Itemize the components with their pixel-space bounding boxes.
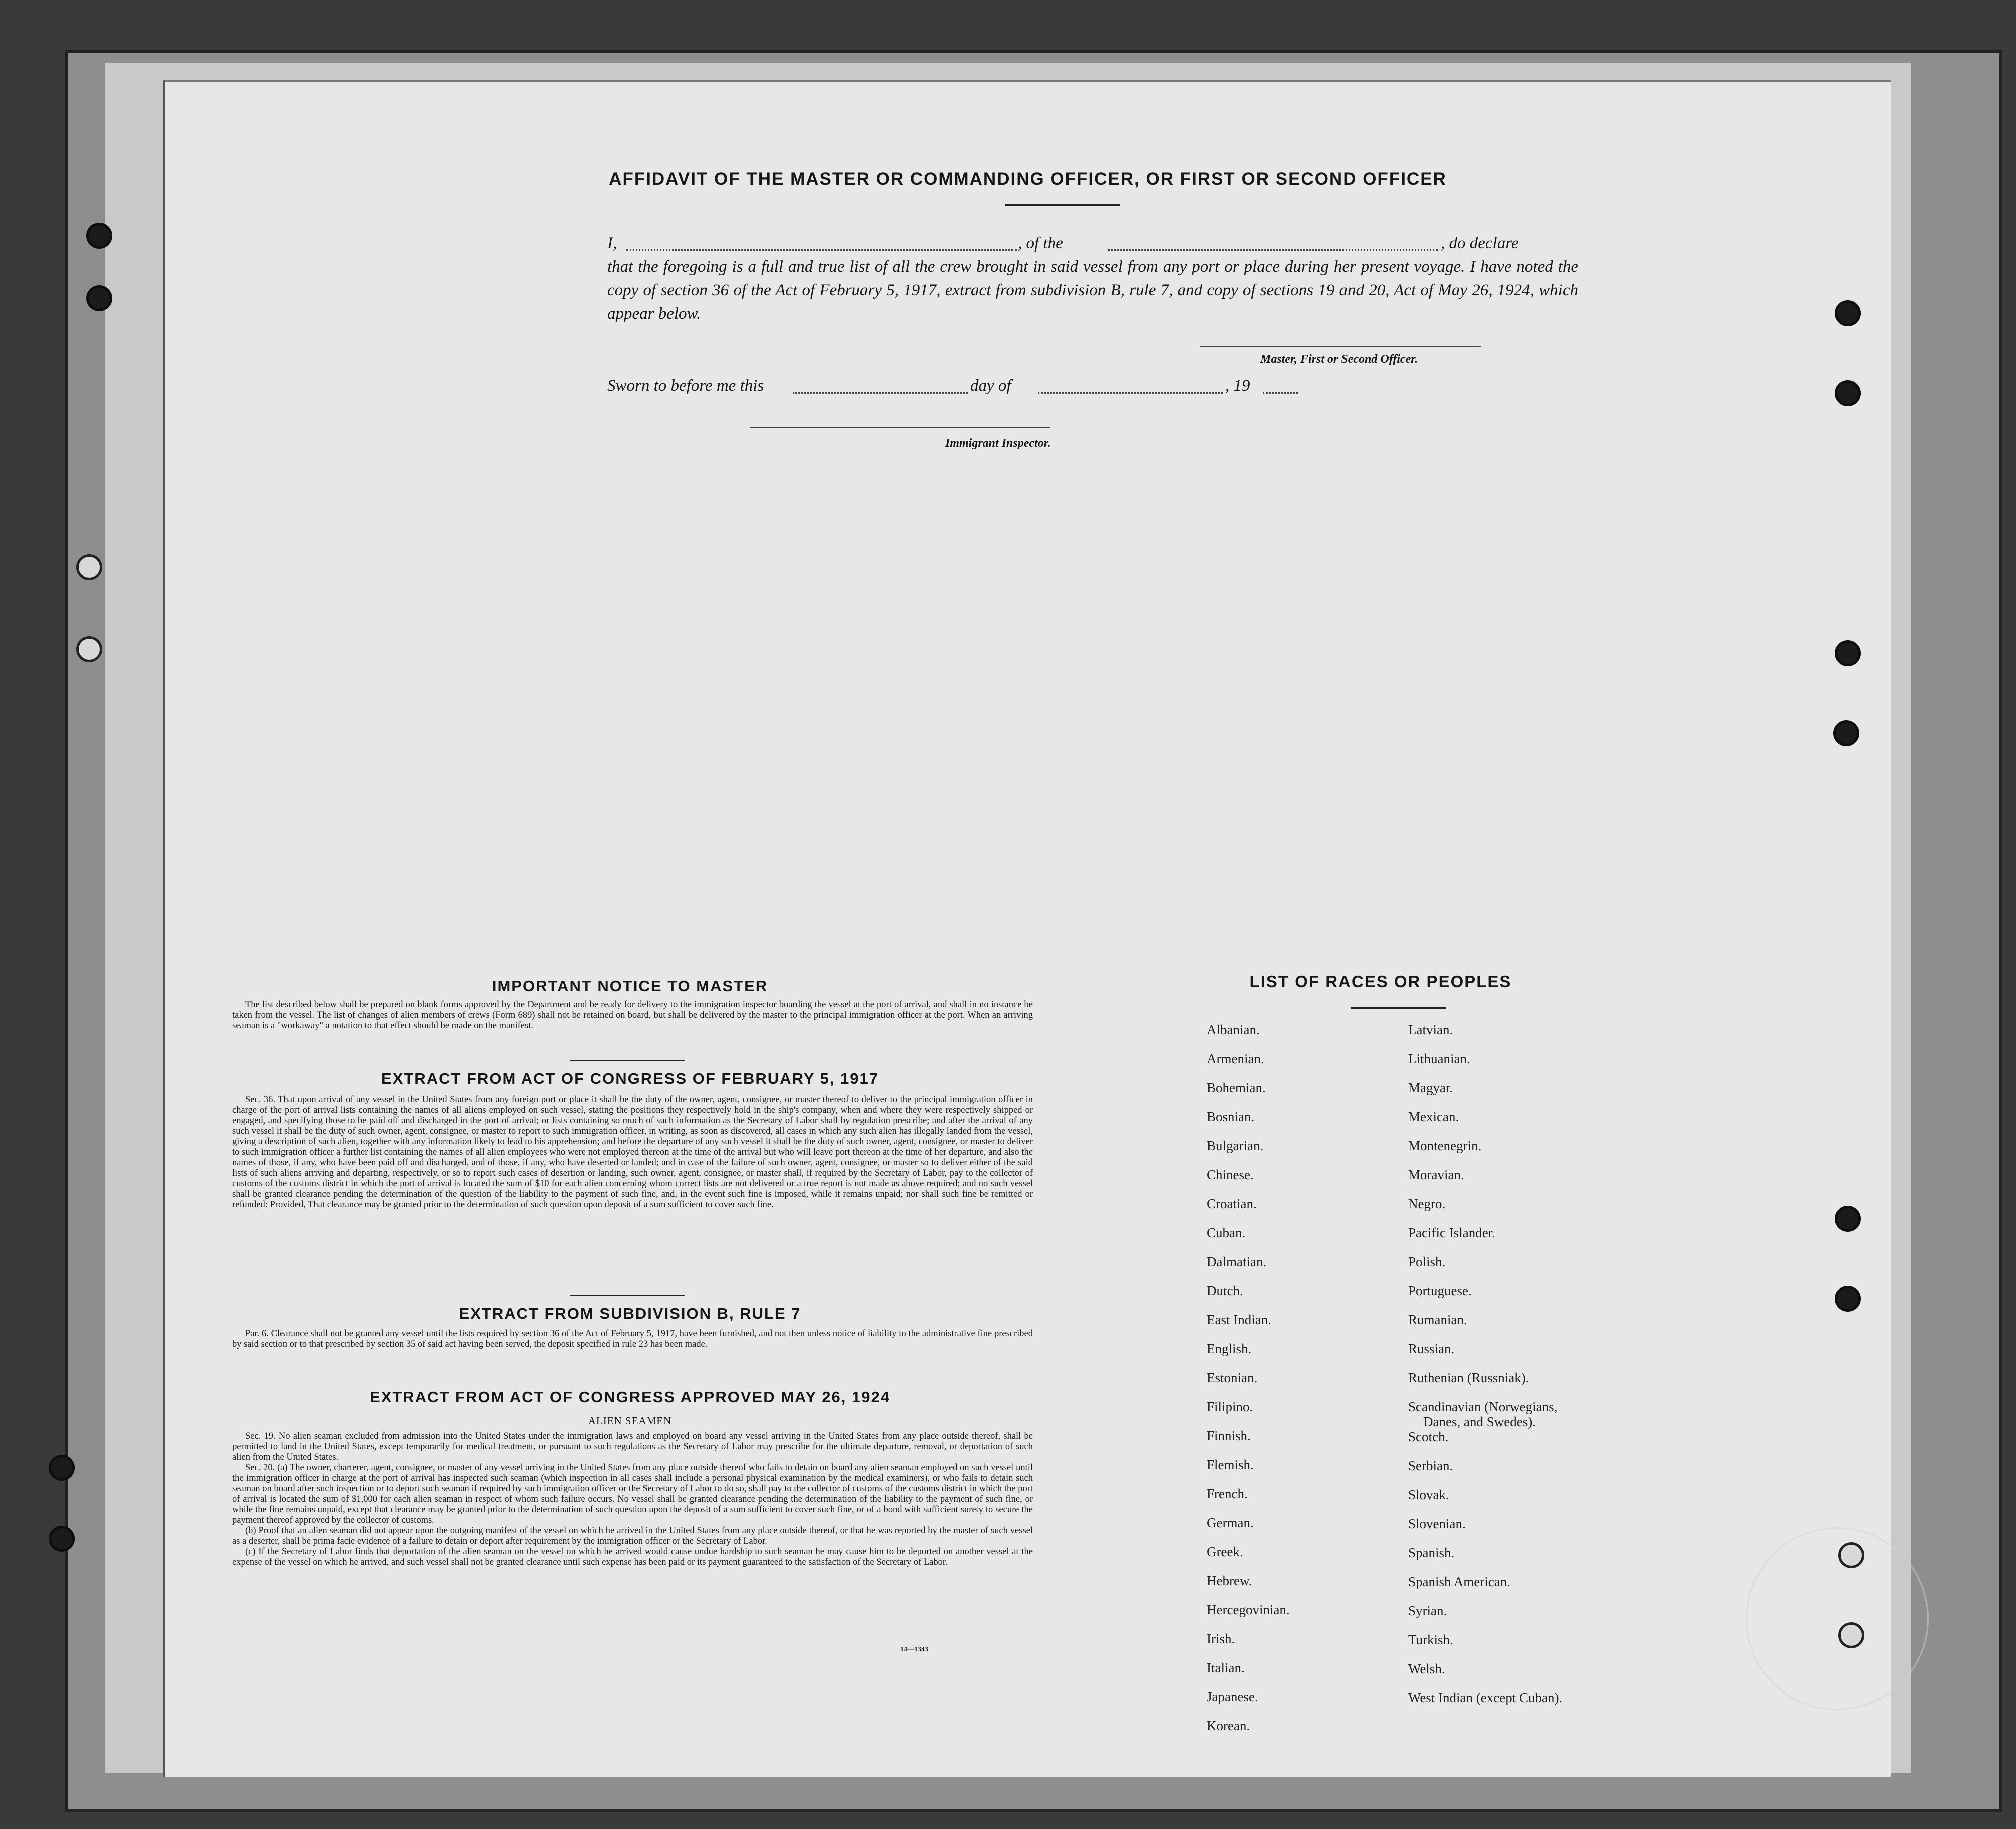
race-item: Irish. bbox=[1207, 1631, 1235, 1646]
extract-rule7-text bbox=[232, 1329, 1033, 1350]
affidavit-of-the: , of the bbox=[1018, 234, 1063, 252]
race-item: Finnish. bbox=[1207, 1428, 1251, 1443]
race-item: Italian. bbox=[1207, 1660, 1245, 1675]
section-36-paragraph: Sec. 36. That upon arrival of any vessel in the United States from any foreign port or place it shall be the duty of the owner, agent, consignee, or master thereof to deliver to the principal immigration officer in charge of the port of arrival lists containing the names of all aliens employed on such vessel, stating the positions they respectively hold in the ship's company, when and where they were respectively shipped or engaged, and specifying those to be paid off and discharged in the port of arrival; or lists containing so much of such information as the Secretary of Labor shall by regulation prescribe; and after the arrival of any such vessel it shall be the duty of such owner, agent, consignee, or master to report to such immigration officer, in writing, as soon as discovered, all cases in which any such alien has illegally landed from the vessel, giving a description of such alien, together with any information likely to lead to his apprehension; and before the departure of any such vessel it shall be the duty of such owner, agent, consignee, or master to deliver to such immigration officer a further list containing the names of all alien employees who were not employed thereon at the time of the arrival but who will leave port thereon at the time of her departure, and also the names of those, if any, who have been paid off and discharged, and of those, if any, who have deserted or landed; and in case of the failure of such owner, agent, consignee, or master so to deliver either of the said lists of such aliens arriving and departing, respectively, or so to report such cases of desertion or landing, such owner, agent, consignee, or master shall, if required by the Secretary of Labor, pay to the collector of customs of the customs district in which the port of arrival is located the sum of $10 for each alien concerning whom correct lists are not delivered or a true report is not made as above required; and no such vessel shall be granted clearance pending the determination of the question of the liability to the payment of such fine, and, in the event such fine is imposed, while it remains unpaid; nor shall such fine be remitted or refunded: Provided, That clearance may be granted prior to the determination of such question upon deposit of a sum sufficient to cover such fine. bbox=[232, 1095, 1033, 1210]
race-item: Magyar. bbox=[1408, 1080, 1453, 1095]
race-item: Bosnian. bbox=[1207, 1109, 1255, 1124]
binder-hole bbox=[86, 223, 112, 249]
race-item: Scandinavian (Norwegians, bbox=[1408, 1399, 1558, 1414]
extract-rule7-title: EXTRACT FROM SUBDIVISION B, RULE 7 bbox=[459, 1305, 801, 1322]
race-item: Slovak. bbox=[1408, 1487, 1449, 1502]
race-item: Latvian. bbox=[1408, 1022, 1453, 1037]
sworn-label: Sworn to before me this bbox=[607, 377, 764, 395]
race-item: Lithuanian. bbox=[1408, 1051, 1470, 1066]
section-20a-paragraph: Sec. 20. (a) The owner, charterer, agent, consignee, or master of any vessel arriving in the United States from any place outside thereof who fails to detain on board any alien seaman employed on such vessel until the immigration officer in charge at the port of arrival has inspected such seaman (which inspection in all cases shall include a personal physical examination by the medical examiners), or who fails to detain such seaman on board after such inspection or to deport such seaman if required by such immigration officer or the Secretary of Labor to do so, shall pay to the collector of customs of the customs district in which the port of arrival is located the sum of $1,000 for each alien seaman in respect of whom such failure occurs. No vessel shall be granted clearance pending the determination of the liability to the payment of such fine, or while the fine remains unpaid, except that clearance may be granted prior to the determination of such question upon the deposit of a sum sufficient to cover such fine, or of a bond with sufficient surety to secure the payment thereof approved by the collector of customs. bbox=[232, 1463, 1033, 1525]
race-item: East Indian. bbox=[1207, 1312, 1271, 1327]
sworn-month-field[interactable] bbox=[1038, 392, 1223, 394]
race-item: Pacific Islander. bbox=[1408, 1225, 1495, 1240]
sworn-row bbox=[607, 374, 1458, 399]
race-item: Dalmatian. bbox=[1207, 1254, 1267, 1269]
master-signature-line[interactable] bbox=[1200, 346, 1481, 347]
race-item: English. bbox=[1207, 1341, 1252, 1356]
affidavit-body: that the foregoing is a full and true list of all the crew brought in said vessel from any port or place during her present voyage. I have noted the copy of section 36 of the Act of February 5, 1917, extract from subdivision B, rule 7, and copy of sections 19 and 20, Act of May 26, 1924, which appear below. bbox=[607, 258, 1578, 323]
inspector-signature-label: Immigrant Inspector. bbox=[945, 437, 1051, 450]
race-item: Albanian. bbox=[1207, 1022, 1260, 1037]
race-item: Ruthenian (Russniak). bbox=[1408, 1370, 1529, 1385]
race-item: Estonian. bbox=[1207, 1370, 1258, 1385]
race-item: Korean. bbox=[1207, 1718, 1250, 1733]
binder-hole bbox=[76, 636, 102, 662]
binder-hole bbox=[1835, 380, 1861, 406]
race-item: Syrian. bbox=[1408, 1603, 1447, 1618]
section-20b-paragraph: (b) Proof that an alien seaman did not appear upon the outgoing manifest of the vessel on which he arrived in the United States from any place outside thereof, or that he was reported by the master of such vessel as a deserter, shall be prima facie evidence of a failure to detain or deport after requirement by the immigration officer or the Secretary of Labor. bbox=[232, 1526, 1033, 1546]
notice-text bbox=[232, 1000, 1033, 1031]
race-item: Montenegrin. bbox=[1408, 1138, 1482, 1153]
affidavit-do-declare: , do declare bbox=[1441, 234, 1519, 252]
form-sheet bbox=[163, 80, 1891, 1777]
race-item: West Indian (except Cuban). bbox=[1408, 1690, 1563, 1705]
vessel-name-field[interactable] bbox=[1108, 249, 1438, 251]
section-20c-paragraph: (c) If the Secretary of Labor finds that deportation of the alien seaman on the vessel on which he arrived would cause undue hardship to such seaman he may cause him to be deported on another vessel at the expense of the vessel on which he arrived, and such vessel shall not be granted clearance until such expense has been paid or its payment guaranteed to the satisfaction of the Secretary of Labor. bbox=[232, 1547, 1033, 1567]
extract-1917-text bbox=[232, 1095, 1033, 1210]
notice-paragraph: The list described below shall be prepared on blank forms approved by the Department and be ready for delivery to the immigration inspector boarding the vessel at the port of arrival, and shall in no instance be taken from the vessel. The list of changes of alien members of crews (Form 689) shall not be retained on board, but shall be delivered by the master to the principal immigration officer at the port. When an arriving seaman is a "workaway" a notation to that effect should be made on the manifest. bbox=[232, 1000, 1033, 1031]
rule7-paragraph: Par. 6. Clearance shall not be granted any vessel until the lists required by section 36 of the Act of February 5, 1917, have been furnished, and not then unless notice of liability to the administrative fine prescribed by said section or to that prescribed by section 35 of said act having been served, the deposit specified in rule 23 has been made. bbox=[232, 1329, 1033, 1349]
binder-hole bbox=[1835, 1286, 1861, 1312]
race-item: Spanish. bbox=[1408, 1545, 1455, 1560]
race-item: Filipino. bbox=[1207, 1399, 1253, 1414]
master-signature-label: Master, First or Second Officer. bbox=[1260, 353, 1418, 366]
races-title-underline bbox=[1351, 1007, 1446, 1009]
sworn-year-field[interactable] bbox=[1263, 392, 1298, 394]
race-item: Chinese. bbox=[1207, 1167, 1254, 1182]
race-item: Bohemian. bbox=[1207, 1080, 1266, 1095]
race-item: French. bbox=[1207, 1486, 1248, 1501]
title-underline bbox=[1005, 204, 1120, 206]
affidavit-i: I, bbox=[607, 234, 617, 252]
race-item: Slovenian. bbox=[1408, 1516, 1466, 1531]
race-item: Dutch. bbox=[1207, 1283, 1243, 1298]
race-item: German. bbox=[1207, 1515, 1254, 1530]
race-item: Flemish. bbox=[1207, 1457, 1254, 1472]
race-item: Turkish. bbox=[1408, 1632, 1453, 1647]
race-item: Spanish American. bbox=[1408, 1574, 1510, 1589]
master-name-field[interactable] bbox=[626, 249, 1017, 251]
binder-hole bbox=[1835, 300, 1861, 326]
race-item: Bulgarian. bbox=[1207, 1138, 1264, 1153]
alien-seamen-subtitle: ALIEN SEAMEN bbox=[588, 1415, 672, 1427]
race-item: Portuguese. bbox=[1408, 1283, 1472, 1298]
affidavit-title: AFFIDAVIT OF THE MASTER OR COMMANDING OFFICER, OR FIRST OR SECOND OFFICER bbox=[609, 169, 1447, 189]
extract-1917-title: EXTRACT FROM ACT OF CONGRESS OF FEBRUARY 5, 1917 bbox=[381, 1070, 879, 1087]
binder-hole bbox=[1833, 720, 1859, 746]
race-item: Japanese. bbox=[1207, 1689, 1258, 1704]
race-item: Polish. bbox=[1408, 1254, 1446, 1269]
races-title: LIST OF RACES OR PEOPLES bbox=[1249, 972, 1512, 991]
race-item-continuation: Danes, and Swedes). bbox=[1423, 1414, 1536, 1429]
year-label: , 19 bbox=[1225, 377, 1250, 395]
binder-hole bbox=[86, 285, 112, 311]
race-item: Rumanian. bbox=[1408, 1312, 1467, 1327]
notice-title: IMPORTANT NOTICE TO MASTER bbox=[492, 977, 768, 995]
race-item: Croatian. bbox=[1207, 1196, 1257, 1211]
race-item: Negro. bbox=[1408, 1196, 1446, 1211]
binder-hole bbox=[49, 1455, 75, 1481]
race-item: Serbian. bbox=[1408, 1458, 1453, 1473]
sworn-day-field[interactable] bbox=[793, 392, 968, 394]
extract-1924-text bbox=[232, 1431, 1033, 1568]
faint-stamp bbox=[1746, 1527, 1929, 1710]
race-item: Cuban. bbox=[1207, 1225, 1246, 1240]
section-divider bbox=[570, 1295, 685, 1296]
binder-hole bbox=[1835, 1206, 1861, 1232]
race-item: Mexican. bbox=[1408, 1109, 1459, 1124]
binder-hole bbox=[1835, 640, 1861, 666]
race-item: Russian. bbox=[1408, 1341, 1455, 1356]
race-item: Hercegovinian. bbox=[1207, 1602, 1290, 1617]
section-19-paragraph: Sec. 19. No alien seaman excluded from admission into the United States under the immigration laws and employed on board any vessel arriving in the United States from any place outside thereof, shall be permitted to land in the United States, except temporarily for medical treatment, or pursuant to such regulations as the Secretary of Labor may prescribe for the ultimate departure, removal, or deportation of such alien from the United States. bbox=[232, 1431, 1033, 1462]
day-of-label: day of bbox=[970, 377, 1011, 395]
race-item: Moravian. bbox=[1408, 1167, 1464, 1182]
extract-1924-title: EXTRACT FROM ACT OF CONGRESS APPROVED MAY 26, 1924 bbox=[370, 1388, 890, 1406]
affidavit-declaration bbox=[607, 232, 1688, 322]
race-item: Scotch. bbox=[1408, 1429, 1449, 1444]
race-item: Welsh. bbox=[1408, 1661, 1445, 1676]
binder-hole bbox=[49, 1526, 75, 1552]
race-item: Hebrew. bbox=[1207, 1573, 1252, 1588]
binder-hole bbox=[76, 554, 102, 580]
form-number: 14—1343 bbox=[900, 1646, 928, 1653]
section-divider bbox=[570, 1060, 685, 1061]
inspector-signature-line[interactable] bbox=[750, 427, 1050, 428]
race-item: Greek. bbox=[1207, 1544, 1243, 1559]
race-item: Armenian. bbox=[1207, 1051, 1264, 1066]
